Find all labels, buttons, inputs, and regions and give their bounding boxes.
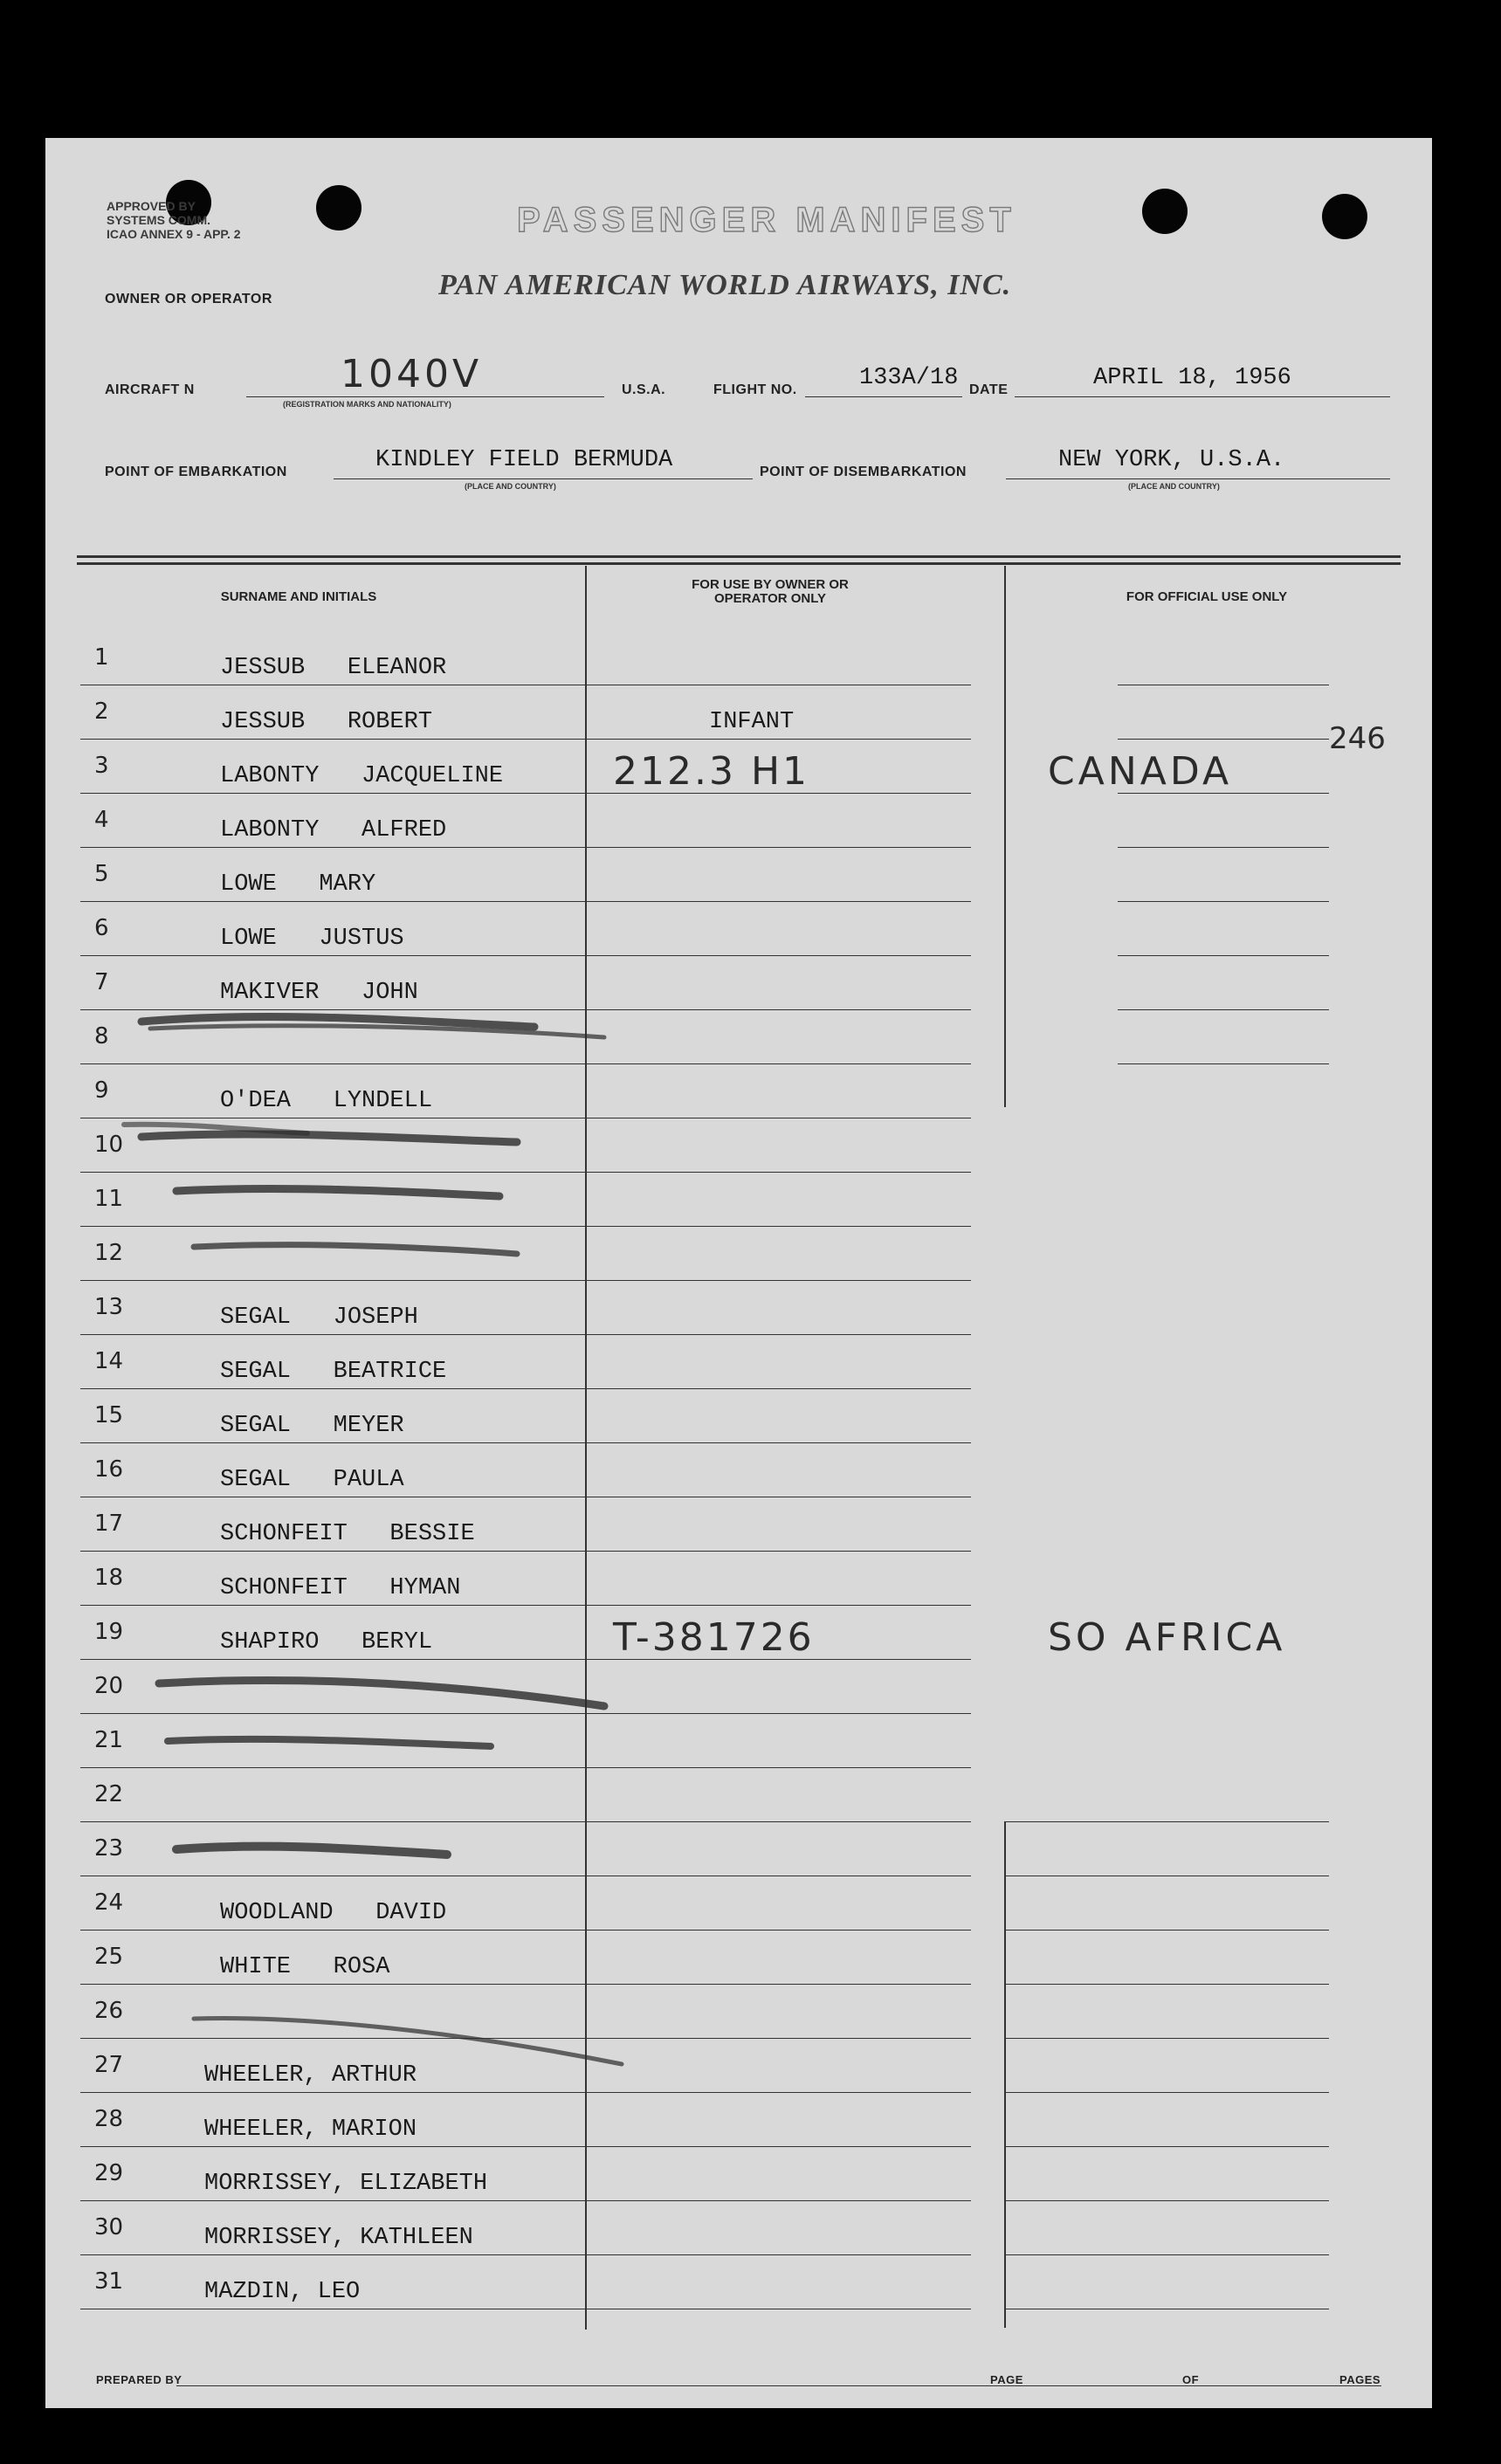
embarkation-label: POINT OF EMBARKATION <box>105 465 287 479</box>
row-rule <box>80 1821 971 1822</box>
column-divider <box>585 566 587 2330</box>
official-rule <box>1006 2092 1329 2093</box>
row-number: 25 <box>94 1944 124 1970</box>
row-rule <box>80 1551 971 1552</box>
row-rule <box>80 1713 971 1714</box>
passenger-name: WHEELER, MARION <box>204 2116 417 2143</box>
footer-rule <box>176 2385 1381 2386</box>
form-title: PASSENGER MANIFEST <box>517 201 1016 239</box>
row-rule <box>80 2092 971 2093</box>
embarkation-underline <box>334 478 753 479</box>
prepared-by-label: PREPARED BY <box>96 2373 182 2386</box>
row-rule <box>80 1009 971 1010</box>
row-number: 15 <box>94 1402 124 1428</box>
usa-label: U.S.A. <box>622 382 666 397</box>
header-rule <box>77 555 1401 558</box>
row-rule <box>80 2038 971 2039</box>
passenger-name: LABONTY JACQUELINE <box>220 763 504 789</box>
row-number: 30 <box>94 2214 124 2240</box>
passenger-name: MAKIVER JOHN <box>220 980 418 1006</box>
row-number: 20 <box>94 1673 124 1699</box>
official-rule <box>1118 1063 1329 1064</box>
row-number: 24 <box>94 1889 124 1916</box>
row-rule <box>80 1659 971 1660</box>
passenger-name: LOWE JUSTUS <box>220 926 404 952</box>
row-rule <box>80 955 971 956</box>
date-value: APRIL 18, 1956 <box>1093 365 1291 391</box>
passenger-name: LABONTY ALFRED <box>220 817 447 843</box>
surname-header: SURNAME AND INITIALS <box>220 589 377 604</box>
passenger-name: MORRISSEY, ELIZABETH <box>204 2171 488 2197</box>
passenger-name: SHAPIRO BERYL <box>220 1629 433 1655</box>
row-number: 13 <box>94 1294 124 1320</box>
row-number: 17 <box>94 1511 124 1537</box>
passenger-name: JESSUB ELEANOR <box>220 655 447 681</box>
column-divider <box>1004 1821 1006 2328</box>
official-rule <box>1118 1009 1329 1010</box>
official-rule <box>1118 739 1329 740</box>
disembarkation-underline <box>1006 478 1390 479</box>
row-number: 11 <box>94 1186 124 1212</box>
approval-line: APPROVED BY <box>107 199 196 213</box>
embarkation-value: KINDLEY FIELD BERMUDA <box>375 447 673 473</box>
row-rule <box>80 1388 971 1389</box>
flight-label: FLIGHT NO. <box>713 382 797 397</box>
date-underline <box>1015 396 1390 397</box>
row-number: 6 <box>94 915 109 941</box>
owner-use-entry: 212.3 H1 <box>613 749 810 794</box>
owner-use-entry: T-381726 <box>613 1615 815 1660</box>
passenger-name: SEGAL PAULA <box>220 1467 404 1493</box>
of-label: OF <box>1182 2373 1200 2386</box>
passenger-name: SEGAL BEATRICE <box>220 1359 447 1385</box>
official-rule <box>1006 1821 1329 1822</box>
row-rule <box>80 1930 971 1931</box>
column-divider <box>1004 566 1006 1107</box>
row-number: 23 <box>94 1835 124 1862</box>
punch-hole <box>1142 189 1188 234</box>
official-use-entry: SO AFRICA <box>1048 1615 1286 1660</box>
page-number-handwritten: 246 <box>1329 721 1386 756</box>
passenger-name: SCHONFEIT BESSIE <box>220 1521 475 1547</box>
row-rule <box>80 1172 971 1173</box>
row-rule <box>80 1767 971 1768</box>
passenger-name: SCHONFEIT HYMAN <box>220 1575 461 1601</box>
row-number: 19 <box>94 1619 124 1645</box>
approval-line: SYSTEMS COMM. <box>107 213 211 227</box>
date-label: DATE <box>969 382 1009 397</box>
official-use-header: FOR OFFICIAL USE ONLY <box>1126 589 1288 604</box>
row-rule <box>80 1334 971 1335</box>
official-rule <box>1006 2038 1329 2039</box>
company-name: PAN AMERICAN WORLD AIRWAYS, INC. <box>438 269 1012 301</box>
passenger-name: LOWE MARY <box>220 871 376 898</box>
flight-underline <box>805 396 962 397</box>
passenger-name: SEGAL MEYER <box>220 1413 404 1439</box>
row-number: 1 <box>94 644 109 671</box>
row-rule <box>80 901 971 902</box>
row-number: 21 <box>94 1727 124 1753</box>
row-number: 16 <box>94 1456 124 1483</box>
row-number: 14 <box>94 1348 124 1374</box>
row-rule <box>80 2200 971 2201</box>
row-rule <box>80 1280 971 1281</box>
flight-number: 133A/18 <box>859 365 959 391</box>
row-rule <box>80 847 971 848</box>
manifest-sheet <box>45 138 1432 2408</box>
official-rule <box>1006 2254 1329 2255</box>
aircraft-underline <box>246 396 604 397</box>
owner-use-header: FOR USE BY OWNER OR OPERATOR ONLY <box>692 577 849 606</box>
aircraft-number: 1040V <box>341 352 483 396</box>
official-rule <box>1006 2146 1329 2147</box>
passenger-name: MAZDIN, LEO <box>204 2279 361 2305</box>
row-rule <box>80 1063 971 1064</box>
row-number: 22 <box>94 1781 124 1807</box>
passenger-name: JESSUB ROBERT <box>220 709 433 735</box>
official-rule <box>1118 901 1329 902</box>
passenger-name: WOODLAND DAVID <box>220 1900 447 1926</box>
passenger-name: SEGAL JOSEPH <box>220 1304 418 1331</box>
passenger-name: MORRISSEY, KATHLEEN <box>204 2225 473 2251</box>
disembarkation-value: NEW YORK, U.S.A. <box>1058 447 1285 473</box>
row-number: 28 <box>94 2106 124 2132</box>
place-caption: (PLACE AND COUNTRY) <box>465 482 556 491</box>
row-rule <box>80 1226 971 1227</box>
row-rule <box>80 1984 971 1985</box>
approval-line: ICAO ANNEX 9 - APP. 2 <box>107 227 241 241</box>
owner-label: OWNER OR OPERATOR <box>105 292 272 306</box>
row-rule <box>80 2146 971 2147</box>
row-rule <box>80 2254 971 2255</box>
row-number: 5 <box>94 861 109 887</box>
row-rule <box>80 739 971 740</box>
row-number: 27 <box>94 2052 124 2078</box>
row-number: 31 <box>94 2268 124 2295</box>
pages-label: PAGES <box>1339 2373 1381 2386</box>
header-rule <box>77 562 1401 565</box>
punch-hole <box>1322 194 1367 239</box>
aircraft-label: AIRCRAFT N <box>105 382 195 397</box>
passenger-name: O'DEA LYNDELL <box>220 1088 433 1114</box>
punch-hole <box>316 185 361 231</box>
place-caption: (PLACE AND COUNTRY) <box>1128 482 1220 491</box>
page-label: PAGE <box>990 2373 1023 2386</box>
row-rule <box>80 1605 971 1606</box>
row-rule <box>80 793 971 794</box>
row-number: 2 <box>94 699 109 725</box>
row-number: 4 <box>94 807 109 833</box>
official-rule <box>1118 847 1329 848</box>
official-rule <box>1118 955 1329 956</box>
official-rule <box>1006 2200 1329 2201</box>
passenger-name: WHEELER, ARTHUR <box>204 2062 417 2089</box>
row-number: 7 <box>94 969 109 995</box>
row-number: 8 <box>94 1023 109 1050</box>
official-rule <box>1006 1930 1329 1931</box>
row-rule <box>80 1442 971 1443</box>
row-number: 9 <box>94 1077 109 1104</box>
row-number: 18 <box>94 1565 124 1591</box>
registration-caption: (REGISTRATION MARKS AND NATIONALITY) <box>283 400 451 409</box>
official-use-entry: CANADA <box>1048 749 1233 794</box>
row-number: 29 <box>94 2160 124 2186</box>
row-number: 3 <box>94 753 109 779</box>
row-number: 26 <box>94 1998 124 2024</box>
passenger-name: WHITE ROSA <box>220 1954 390 1980</box>
row-number: 12 <box>94 1240 124 1266</box>
row-number: 10 <box>94 1132 124 1158</box>
disembarkation-label: POINT OF DISEMBARKATION <box>760 465 967 479</box>
official-rule <box>1006 1984 1329 1985</box>
owner-use-entry: INFANT <box>709 709 795 735</box>
